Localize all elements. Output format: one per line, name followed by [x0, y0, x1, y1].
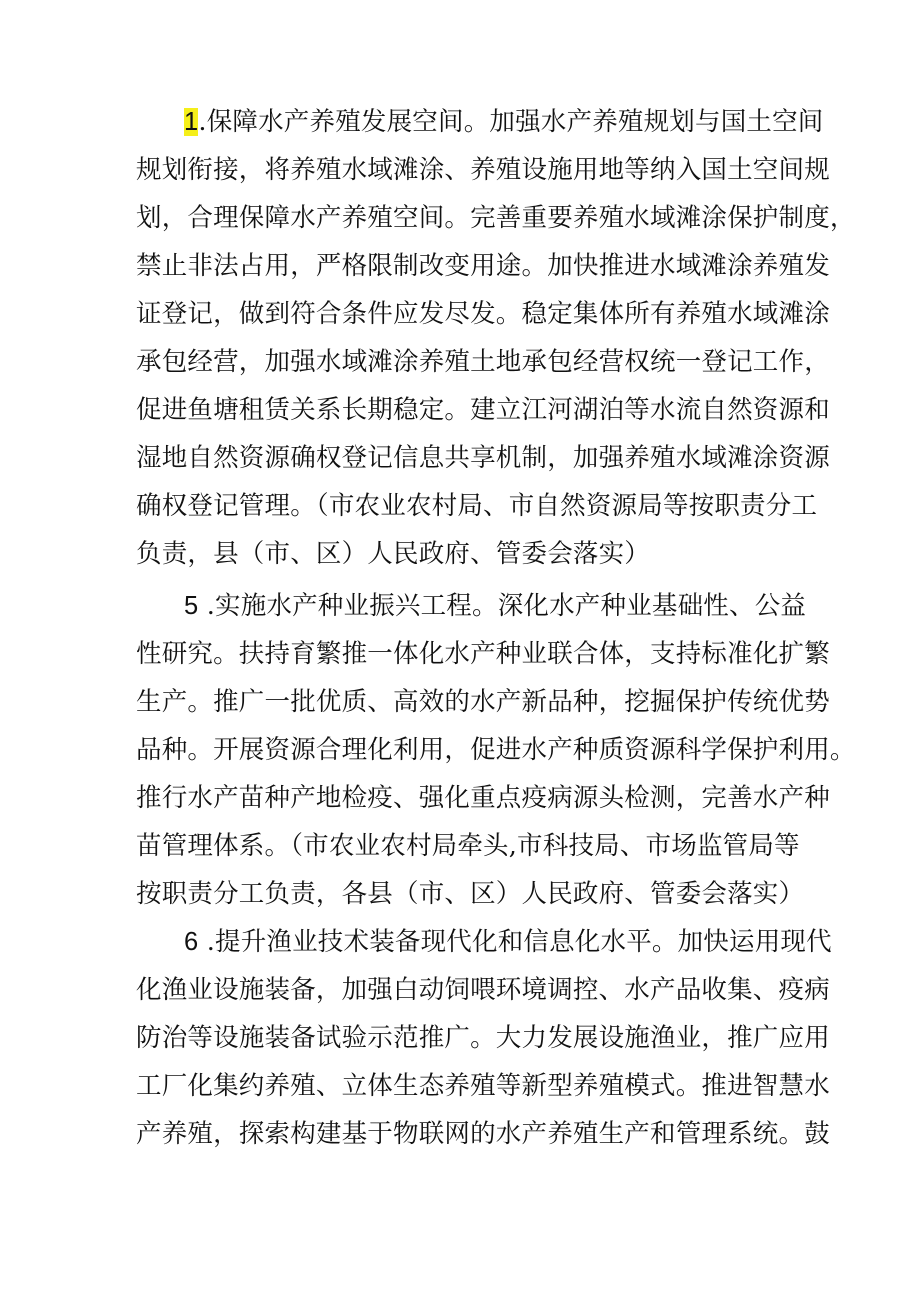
- paragraph-line: 工厂化集约养殖、立体生态养殖等新型养殖模式。推进智慧水: [136, 1071, 830, 1101]
- paragraph-line: 6 .提升渔业技术装备现代化和信息化水平。加快运用现代: [184, 927, 832, 957]
- paragraph-line: 促进鱼塘租赁关系长期稳定。建立江河湖泊等水流自然资源和: [136, 395, 830, 425]
- paragraph-line: 证登记，做到符合条件应发尽发。稳定集体所有养殖水域滩涂: [136, 299, 830, 329]
- paragraph-line: 防治等设施装备试验示范推广。大力发展设施渔业，推广应用: [136, 1023, 830, 1053]
- paragraph-line: 推行水产苗种产地检疫、强化重点疫病源头检测，完善水产种: [136, 783, 830, 813]
- paragraph-line: 化渔业设施装备，加强白动饲喂环境调控、水产品收集、疫病: [136, 975, 830, 1005]
- paragraph-line: 品种。开展资源合理化利用，促进水产种质资源科学保护利用。: [136, 735, 856, 765]
- highlighted-number: 1: [184, 108, 199, 136]
- paragraph-line: 湿地自然资源确权登记信息共享机制，加强养殖水域滩涂资源: [136, 443, 830, 473]
- paragraph-line: 承包经营，加强水域滩涂养殖土地承包经营权统一登记工作，: [136, 347, 830, 377]
- paragraph-line: 5 .实施水产种业振兴工程。深化水产种业基础性、公益: [184, 591, 807, 621]
- paragraph-line: 规划衔接，将养殖水域滩涂、养殖设施用地等纳入国土空间规: [136, 155, 830, 185]
- paragraph-number: 5: [184, 592, 199, 620]
- paragraph-line: 生产。推广一批优质、高效的水产新品种，挖掘保护传统优势: [136, 687, 830, 717]
- paragraph-line: 划，合理保障水产养殖空间。完善重要养殖水域滩涂保护制度，: [136, 203, 856, 233]
- paragraph-line: 产养殖，探索构建基于物联网的水产养殖生产和管理系统。鼓: [136, 1119, 830, 1149]
- paragraph-number: 6: [184, 928, 199, 956]
- paragraph-line: 禁止非法占用，严格限制改变用途。加快推进水域滩涂养殖发: [136, 251, 830, 281]
- paragraph-line: 苗管理体系。（市农业农村局牵头,市科技局、市场监管局等: [136, 831, 800, 861]
- paragraph-line: 负责，县（市、区）人民政府、管委会落实）: [136, 539, 651, 569]
- paragraph-line: 确权登记管理。（市农业农村局、市自然资源局等按职责分工: [136, 491, 818, 521]
- paragraph-line: 按职责分工负责，各县（市、区）人民政府、管委会落实）: [136, 879, 805, 909]
- paragraph-line: 性研究。扶持育繁推一体化水产种业联合体，支持标准化扩繁: [136, 639, 830, 669]
- paragraph-line: 1.保障水产养殖发展空间。加强水产养殖规划与国土空间: [184, 107, 824, 137]
